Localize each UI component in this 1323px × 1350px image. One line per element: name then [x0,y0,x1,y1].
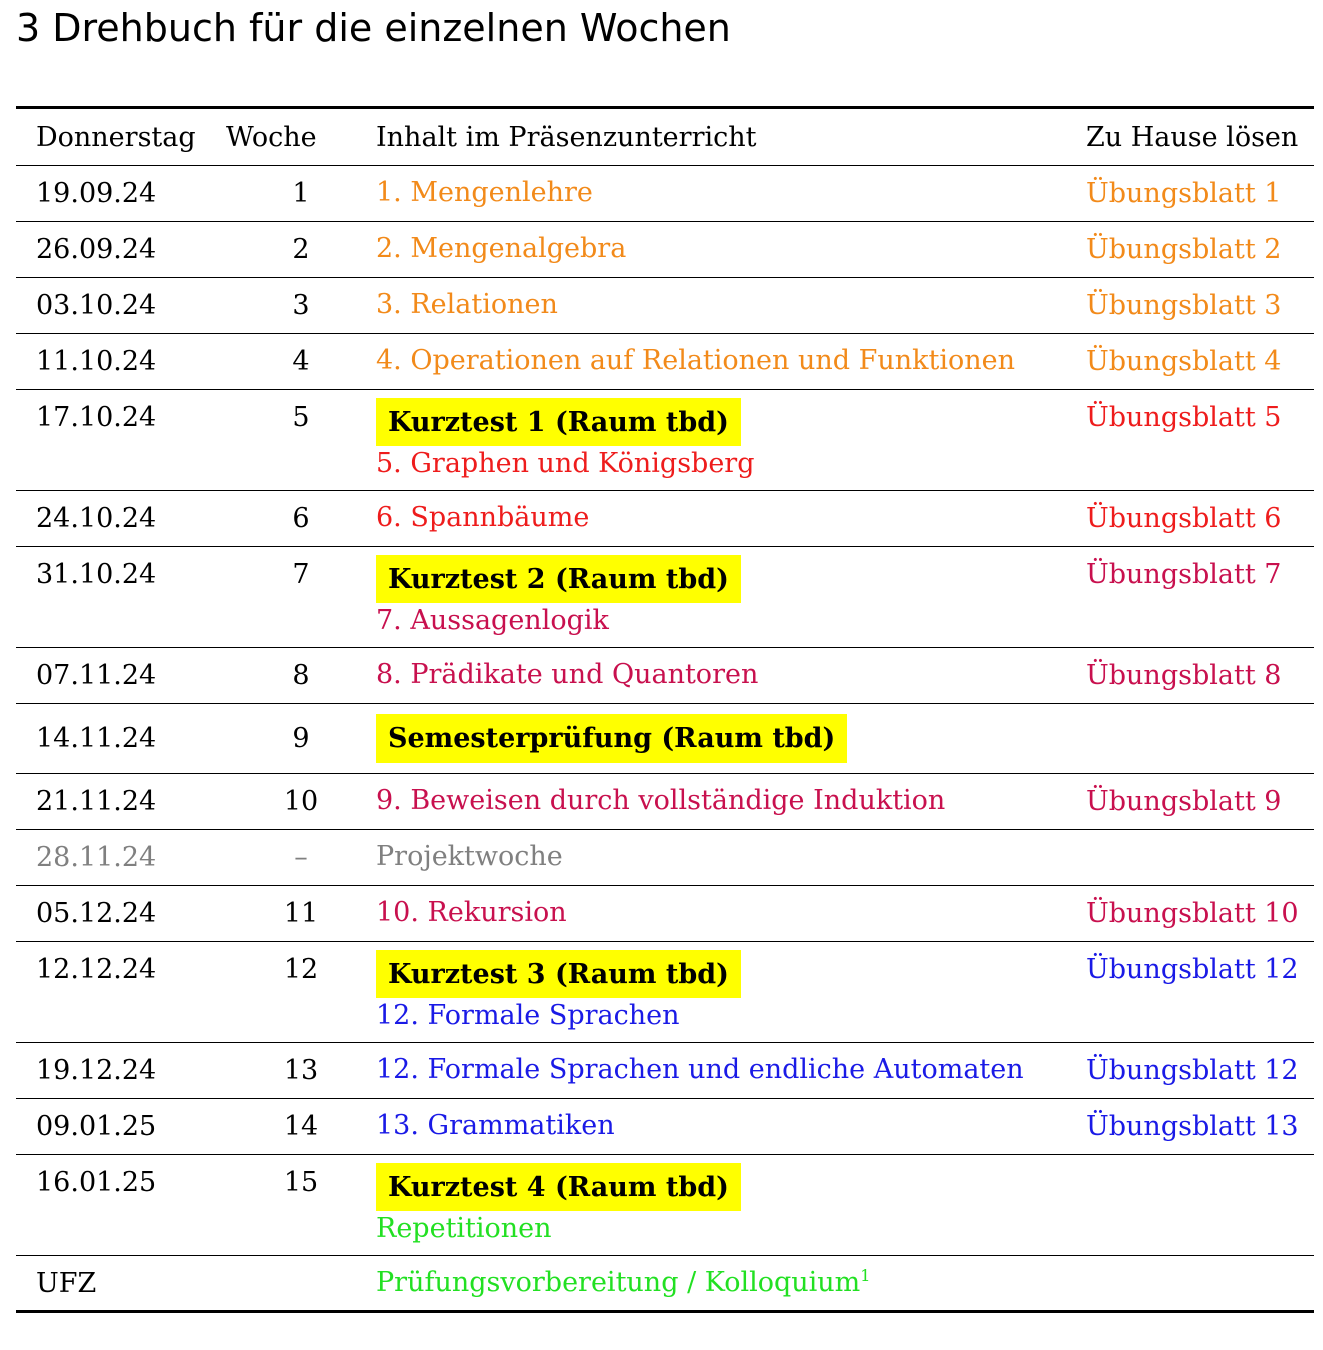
topic-text: Prüfungsvorbereitung / Kolloquium [376,1266,861,1298]
topic-wrapper [376,500,1086,536]
test-highlight: Kurztest 1 (Raum tbd) [376,398,741,446]
cell-home: Übungsblatt 6 [1086,503,1282,534]
table-row [16,704,1314,774]
schedule-table [16,106,1314,1313]
header-content: Inhalt im Präsenzunterricht [376,121,757,153]
topic-wrapper [376,287,1086,323]
cell-week: 10 [283,786,319,817]
topic-wrapper [376,446,1086,482]
cell-home: Übungsblatt 1 [1086,178,1282,209]
cell-content [376,774,1086,830]
cell-date: 19.12.24 [36,1055,157,1086]
topic-wrapper [376,1108,1086,1144]
table-row [16,547,1314,648]
topic-text: 12. Formale Sprachen [376,1000,680,1032]
topic-text: 4. Operationen auf Relationen und Funktionen [376,345,1016,377]
table-row [16,222,1314,278]
cell-home: Übungsblatt 12 [1086,1055,1299,1086]
cell-home: Übungsblatt 9 [1086,786,1282,817]
cell-home: Übungsblatt 13 [1086,1111,1299,1142]
cell-week [226,1256,376,1312]
topic-wrapper [376,1211,1086,1247]
topic-wrapper [376,839,1086,875]
cell-content [376,491,1086,547]
table-header-row [16,108,1314,166]
cell-content [376,704,1086,774]
page-title: 3 Drehbuch für die einzelnen Wochen [16,6,731,50]
table-row [16,648,1314,704]
table-row [16,491,1314,547]
topic-text: Repetitionen [376,1213,552,1245]
cell-date: 31.10.24 [36,559,157,590]
cell-home: Übungsblatt 10 [1086,898,1299,929]
table-row [16,390,1314,491]
cell-content [376,390,1086,491]
cell-date: 11.10.24 [36,346,157,377]
topic-text: 1. Mengenlehre [376,177,593,209]
header-week: Woche [226,121,317,153]
cell-home [1086,1155,1314,1256]
table-row [16,942,1314,1043]
table-body [16,166,1314,1312]
topic-wrapper [376,783,1086,819]
cell-week: 2 [292,234,310,265]
topic-text: 3. Relationen [376,289,558,321]
table-row [16,166,1314,222]
table-row [16,1099,1314,1155]
test-highlight: Kurztest 2 (Raum tbd) [376,555,741,603]
cell-date: 05.12.24 [36,898,157,929]
topic-text: 12. Formale Sprachen und endliche Automaten [376,1054,1024,1086]
header-date: Donnerstag [36,121,196,153]
cell-week: 9 [292,723,310,754]
cell-date: 14.11.24 [36,723,157,754]
table-row [16,1043,1314,1099]
cell-week: 11 [283,898,319,929]
cell-content [376,166,1086,222]
cell-date: 19.09.24 [36,178,157,209]
cell-date: 07.11.24 [36,660,157,691]
topic-text: 5. Graphen und Königsberg [376,448,755,480]
cell-date: 16.01.25 [36,1167,157,1198]
topic-wrapper [376,1265,1086,1301]
cell-content [376,1043,1086,1099]
topic-text: 8. Prädikate und Quantoren [376,659,759,691]
table-row [16,886,1314,942]
cell-week: 13 [283,1055,319,1086]
cell-home: Übungsblatt 4 [1086,346,1282,377]
topic-text: 9. Beweisen durch vollständige Induktion [376,785,946,817]
cell-content [376,1256,1086,1312]
cell-week: 1 [292,178,310,209]
cell-content [376,1155,1086,1256]
cell-content [376,886,1086,942]
cell-date: 09.01.25 [36,1111,157,1142]
cell-content [376,648,1086,704]
table-row [16,334,1314,390]
topic-wrapper [376,343,1086,379]
cell-week: 6 [292,503,310,534]
cell-home: Übungsblatt 2 [1086,234,1282,265]
cell-home [1086,830,1314,886]
table-row [16,278,1314,334]
cell-date: UFZ [36,1267,97,1299]
topic-text: 10. Rekursion [376,897,567,929]
cell-content [376,1099,1086,1155]
cell-home: Übungsblatt 3 [1086,290,1282,321]
cell-home: Übungsblatt 12 [1086,954,1299,985]
cell-date: 24.10.24 [36,503,157,534]
topic-wrapper [376,603,1086,639]
topic-wrapper [376,895,1086,931]
cell-content [376,334,1086,390]
topic-text: Projektwoche [376,841,563,873]
topic-text: 6. Spannbäume [376,502,590,534]
topic-text: 2. Mengenalgebra [376,233,627,265]
table-row [16,1155,1314,1256]
footnote-marker: 1 [860,1265,871,1285]
cell-home [1086,1256,1314,1312]
cell-home: Übungsblatt 8 [1086,660,1282,691]
cell-content [376,222,1086,278]
cell-week: 4 [292,346,310,377]
cell-week: 8 [292,660,310,691]
cell-home: Übungsblatt 7 [1086,559,1282,590]
cell-week: 12 [283,954,319,985]
topic-wrapper [376,1052,1086,1088]
test-highlight: Kurztest 4 (Raum tbd) [376,1163,741,1211]
cell-home [1086,704,1314,774]
cell-week: 3 [292,290,310,321]
cell-content [376,942,1086,1043]
topic-text: 7. Aussagenlogik [376,605,609,637]
cell-week: 14 [283,1111,319,1142]
cell-week: 15 [283,1167,319,1198]
table-row [16,774,1314,830]
topic-wrapper [376,175,1086,211]
cell-content [376,547,1086,648]
table-row [16,1256,1314,1312]
cell-content [376,278,1086,334]
topic-wrapper [376,657,1086,693]
cell-date: 26.09.24 [36,234,157,265]
topic-wrapper [376,998,1086,1034]
header-home: Zu Hause lösen [1086,121,1299,153]
cell-date: 21.11.24 [36,786,157,817]
cell-week: – [294,842,308,873]
cell-date: 03.10.24 [36,290,157,321]
cell-week: 7 [292,559,310,590]
cell-date: 17.10.24 [36,402,157,433]
test-highlight: Semesterprüfung (Raum tbd) [376,714,847,762]
cell-home: Übungsblatt 5 [1086,402,1282,433]
test-highlight: Kurztest 3 (Raum tbd) [376,950,741,998]
table-row [16,830,1314,886]
cell-week: 5 [292,402,310,433]
cell-date: 12.12.24 [36,954,157,985]
cell-content [376,830,1086,886]
topic-text: 13. Grammatiken [376,1110,615,1142]
topic-wrapper [376,231,1086,267]
cell-date: 28.11.24 [36,842,157,873]
